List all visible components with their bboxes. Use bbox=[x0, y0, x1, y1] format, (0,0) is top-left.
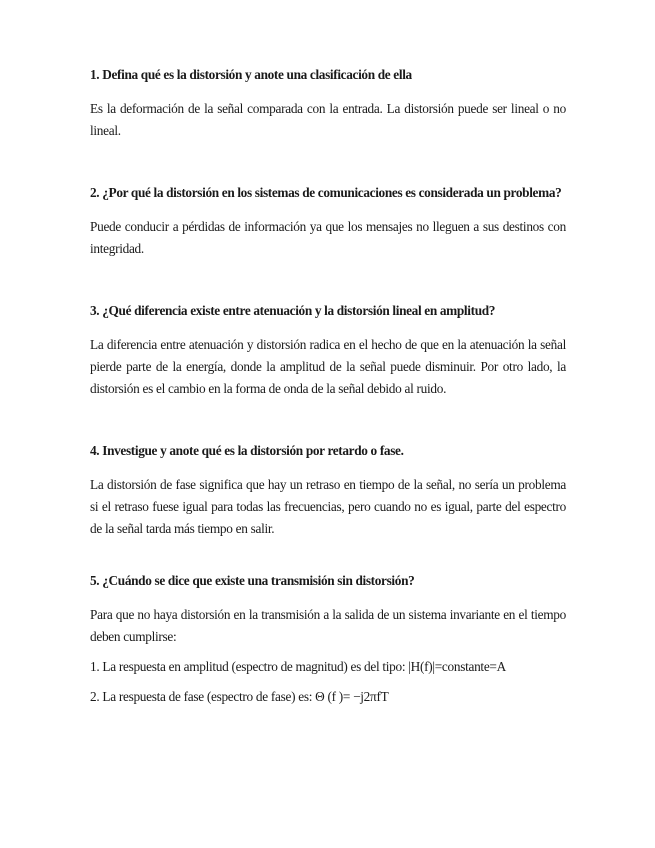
question-2-section bbox=[90, 182, 566, 260]
question-4-heading: 4. Investigue y anote qué es la distorsión por retardo o fase. bbox=[90, 443, 404, 458]
question-1-section bbox=[90, 64, 566, 142]
answer-5-text: Para que no haya distorsión en la transmisión a la salida de un sistema invariante en el tiempo deben cumplirse: bbox=[90, 607, 566, 644]
answer-1-text: Es la deformación de la señal comparada con la entrada. La distorsión puede ser lineal o no lineal. bbox=[90, 101, 566, 138]
document-page bbox=[90, 64, 566, 708]
answer-5-item-2: 2. La respuesta de fase (espectro de fase) es: Θ (f )= −j2πfT bbox=[90, 689, 389, 704]
question-3-section bbox=[90, 300, 566, 400]
question-2-heading: 2. ¿Por qué la distorsión en los sistemas de comunicaciones es considerada un problema? bbox=[90, 185, 562, 200]
answer-3-text: La diferencia entre atenuación y distorsión radica en el hecho de que en la atenuación la señal pierde parte de la energía, donde la amplitud de la señal puede disminuir. Por otro lado, la distorsión es el cambio en la forma de onda de la señal debido al ruido. bbox=[90, 337, 566, 396]
question-4-section bbox=[90, 440, 566, 540]
question-1-heading: 1. Defina qué es la distorsión y anote una clasificación de ella bbox=[90, 67, 412, 82]
question-5-section bbox=[90, 570, 566, 708]
question-5-heading: 5. ¿Cuándo se dice que existe una transmisión sin distorsión? bbox=[90, 573, 415, 588]
answer-2-text: Puede conducir a pérdidas de información ya que los mensajes no lleguen a sus destinos con integridad. bbox=[90, 219, 566, 256]
answer-4-text: La distorsión de fase significa que hay un retraso en tiempo de la señal, no sería un problema si el retraso fuese igual para todas las frecuencias, pero cuando no es igual, parte del espectro de la señal tarda más tiempo en salir. bbox=[90, 477, 566, 536]
question-3-heading: 3. ¿Qué diferencia existe entre atenuación y la distorsión lineal en amplitud? bbox=[90, 303, 496, 318]
answer-5-item-1: 1. La respuesta en amplitud (espectro de magnitud) es del tipo: |H(f)|=constante=A bbox=[90, 659, 506, 674]
